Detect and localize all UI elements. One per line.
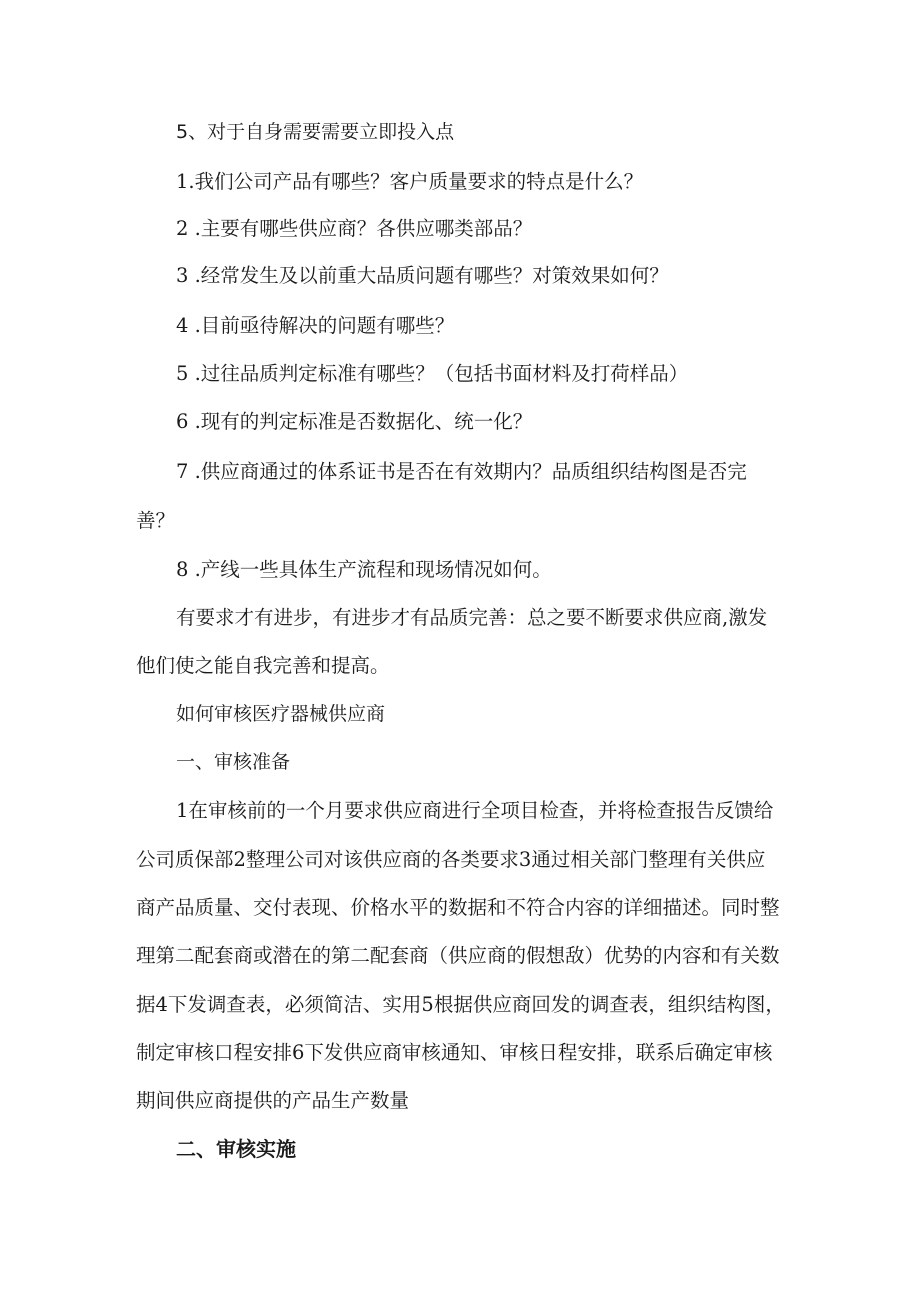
question-6: 6 .现有的判定标准是否数据化、统一化？ — [176, 410, 533, 433]
question-7: 7 .供应商通过的体系证书是否在有效期内？品质组织结构图是否完 — [176, 460, 747, 483]
question-5: 5 .过往品质判定标准有哪些？（包括书面材料及打荷样品） — [176, 362, 689, 385]
article-title: 如何审核医疗器械供应商 — [176, 703, 386, 725]
question-3: 3 .经常发生及以前重大品质问题有哪些？对策效果如何？ — [176, 264, 669, 287]
prep-paragraph-line-1: 1在审核前的一个月要求供应商进行全项目检查，并将检查报告反馈给 — [176, 799, 774, 822]
summary-paragraph-line-2: 他们使之能自我完善和提高。 — [136, 654, 390, 677]
prep-paragraph-line-3: 商产品质量、交付表现、价格水平的数据和不符合内容的详细描述。同时整 — [136, 896, 780, 919]
prep-paragraph-line-6: 制定审核口程安排6下发供应商审核通知、审核日程安排，联系后确定审核 — [136, 1041, 773, 1064]
prep-paragraph-line-7: 期间供应商提供的产品生产数量 — [136, 1089, 410, 1112]
prep-paragraph-line-2: 公司质保部2整理公司对该供应商的各类要求3通过相关部门整理有关供应 — [136, 848, 766, 871]
prep-paragraph-line-4: 理第二配套商或潜在的第二配套商（供应商的假想敌）优势的内容和有关数 — [136, 944, 780, 967]
prep-paragraph-line-5: 据4下发调查表，必须简洁、实用5根据供应商回发的调查表，组织结构图， — [136, 993, 785, 1016]
section-heading: 5、对于自身需要需要立即投入点 — [176, 121, 455, 143]
question-2: 2 .主要有哪些供应商？各供应哪类部品？ — [176, 217, 533, 240]
section-heading-prep: 一、审核准备 — [176, 751, 291, 773]
question-1: 1.我们公司产品有哪些？客户质量要求的特点是什么？ — [176, 170, 644, 193]
section-heading-implementation: 二、审核实施 — [176, 1137, 296, 1161]
question-8: 8 .产线一些具体生产流程和现场情况如何。 — [176, 558, 552, 581]
question-4: 4 .目前亟待解决的问题有哪些？ — [176, 314, 455, 337]
summary-paragraph-line-1: 有要求才有进步，有进步才有品质完善：总之要不断要求供应商,激发 — [176, 606, 768, 629]
question-7-continued: 善？ — [136, 509, 176, 532]
